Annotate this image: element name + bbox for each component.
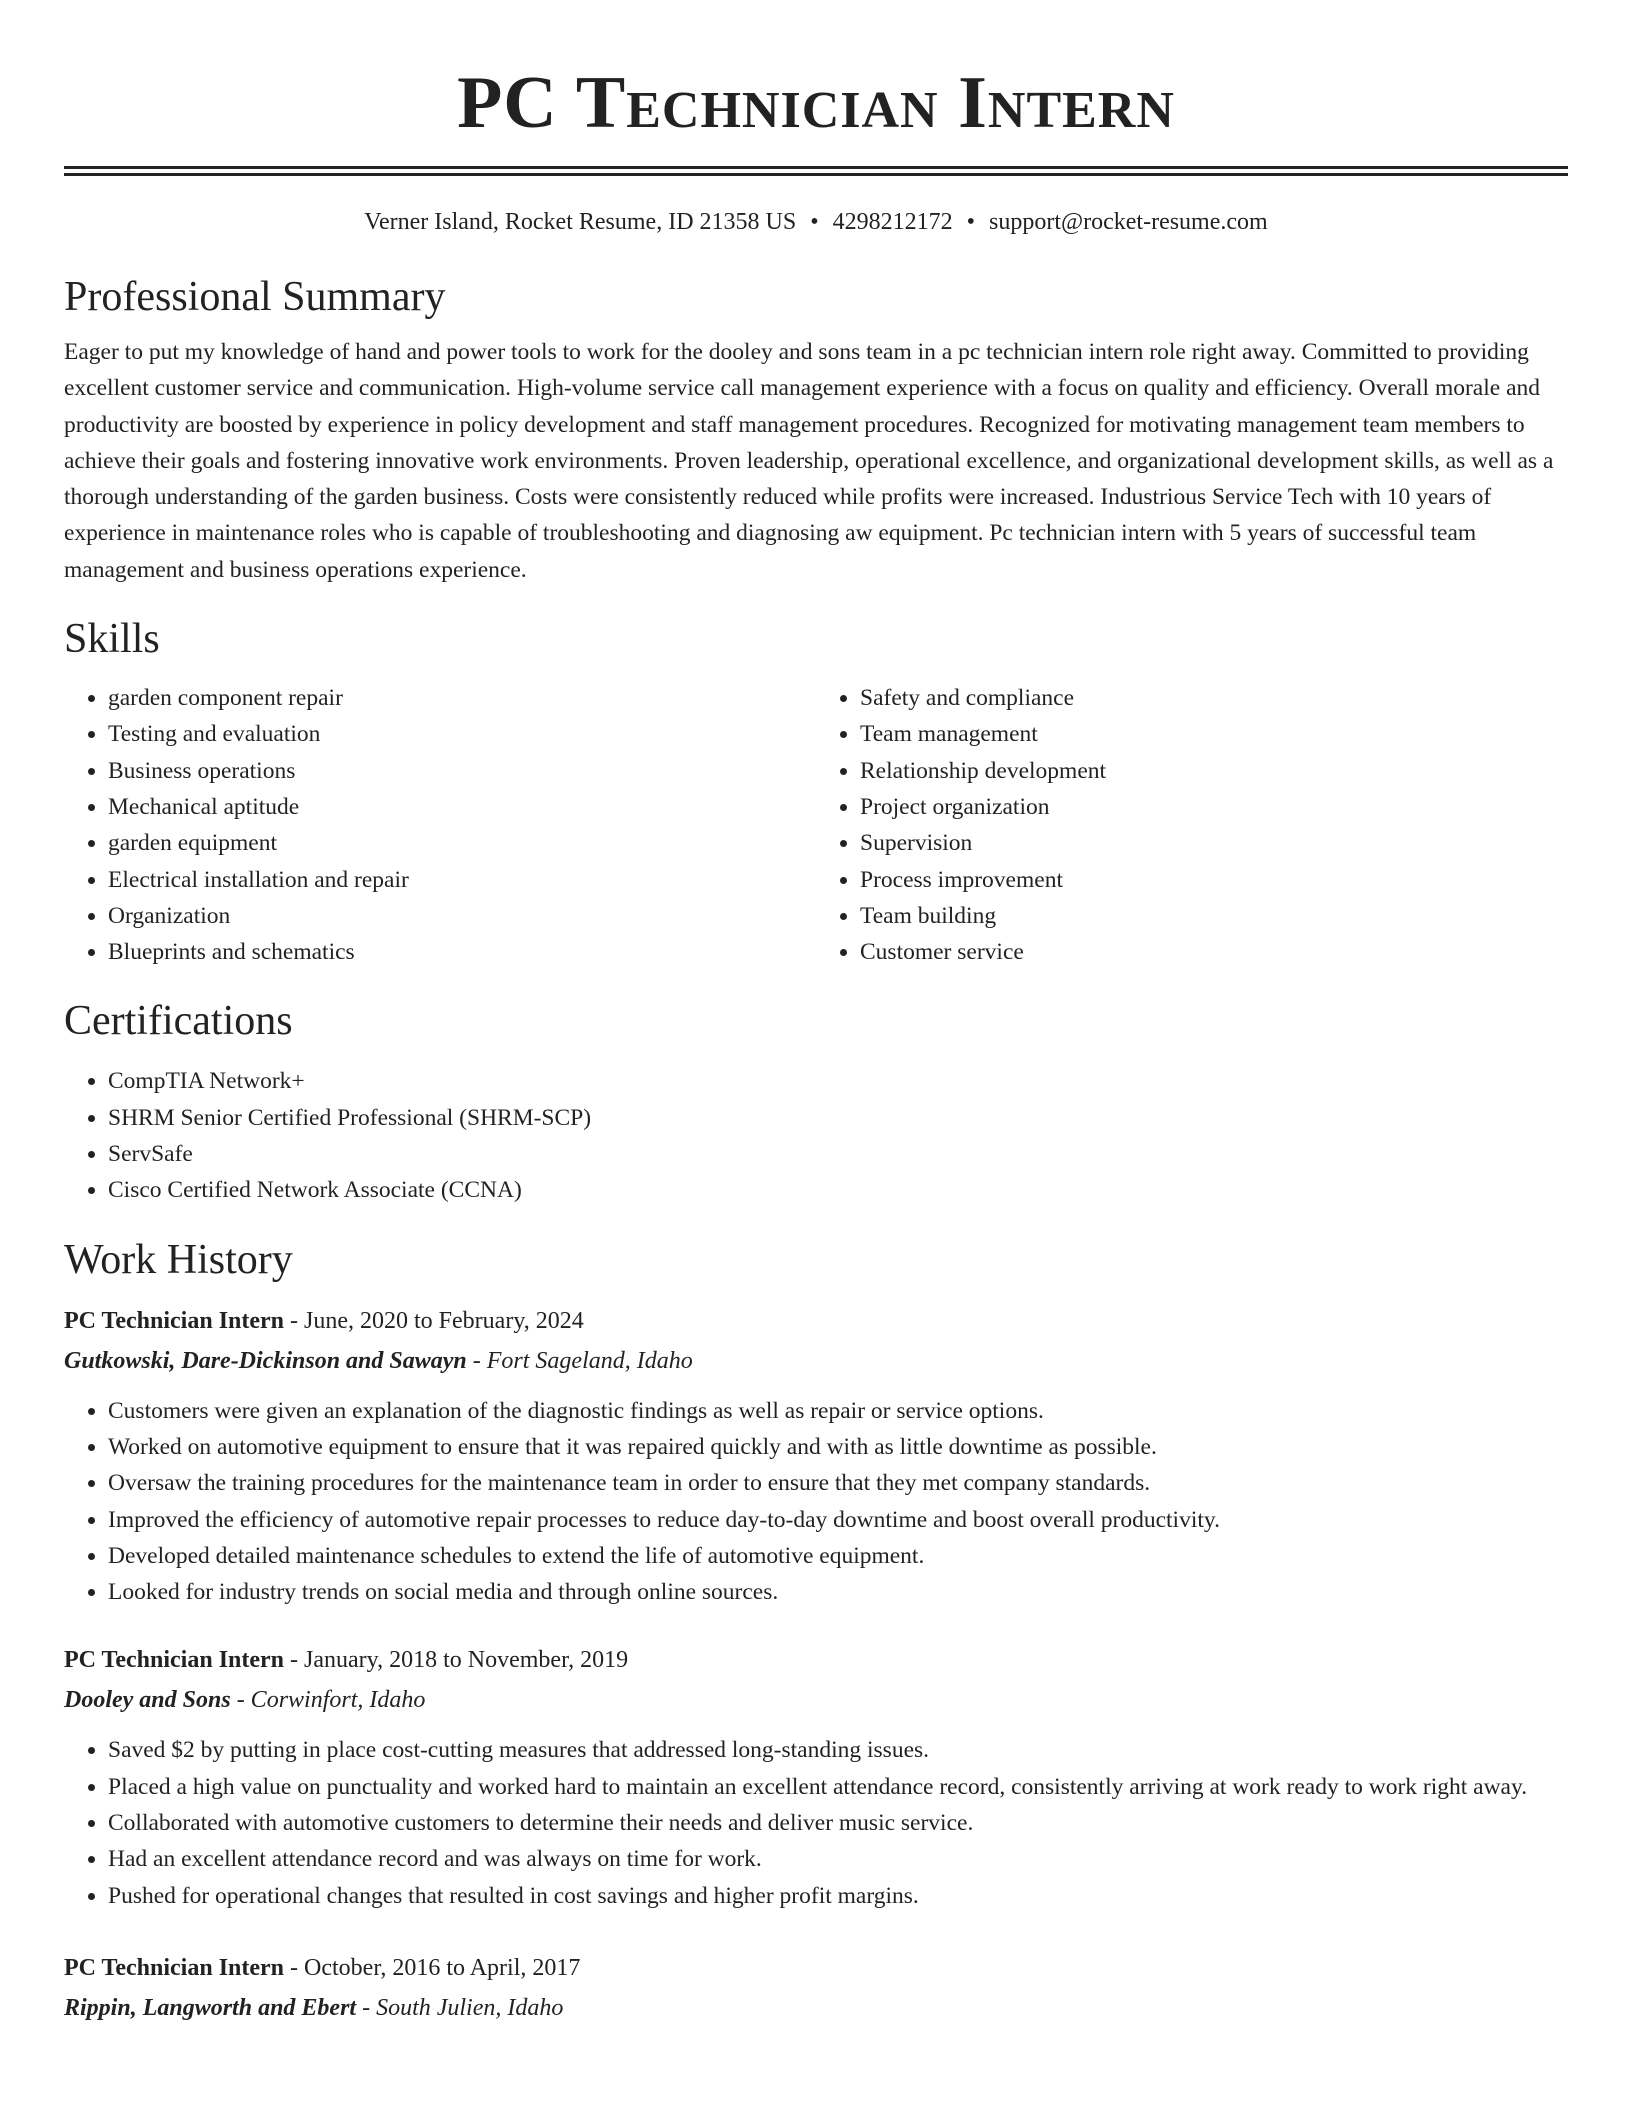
job-company: Dooley and Sons	[64, 1687, 231, 1714]
skill-item: • Team management	[860, 716, 1568, 752]
skill-item: • Blueprints and schematics	[108, 934, 816, 970]
contact-separator: •	[810, 209, 819, 235]
certification-item: • SHRM Senior Certified Professional (SHRM-SCP)	[108, 1100, 1568, 1136]
certification-item: • CompTIA Network+	[108, 1063, 1568, 1099]
job-role: PC Technician Intern	[64, 1307, 285, 1334]
section-heading: Skills	[64, 616, 160, 663]
job-location: - South Julien, Idaho	[356, 1994, 564, 2021]
job-bullet: • Collaborated with automotive customers to determine their needs and deliver music service.	[108, 1805, 1568, 1841]
job-entry	[64, 1303, 1568, 1611]
contact-email: support@rocket-resume.com	[989, 209, 1268, 235]
skill-item: • Customer service	[860, 934, 1568, 970]
skill-item: • Safety and compliance	[860, 680, 1568, 716]
job-bullet: • Looked for industry trends on social media and through online sources.	[108, 1574, 1568, 1610]
certifications-section	[64, 996, 1568, 1208]
summary-section	[64, 272, 1568, 588]
section-heading: Professional Summary	[64, 274, 446, 320]
job-company: Rippin, Langworth and Ebert	[64, 1994, 357, 2021]
job-bullet: • Placed a high value on punctuality and worked hard to maintain an excellent attendance record, consistently arriving at work ready to work right away.	[108, 1769, 1568, 1805]
job-entry	[64, 1642, 1568, 1913]
skill-item: • Process improvement	[860, 862, 1568, 898]
job-organization	[64, 1343, 1568, 1379]
job-bullet: • Oversaw the training procedures for the maintenance team in order to ensure that they met company standards.	[108, 1465, 1568, 1501]
resume-title: PC Technician Intern	[457, 62, 1175, 144]
skills-section	[64, 614, 1568, 970]
job-bullet: • Worked on automotive equipment to ensure that it was repaired quickly and with as little downtime as possible.	[108, 1429, 1568, 1465]
skills-list-left	[64, 680, 816, 970]
skill-item: • Team building	[860, 898, 1568, 934]
job-entry	[64, 1950, 1568, 2026]
job-organization	[64, 1682, 1568, 1718]
job-bullet: • Pushed for operational changes that resulted in cost savings and higher profit margins.	[108, 1878, 1568, 1914]
job-bullet: • Improved the efficiency of automotive repair processes to reduce day-to-day downtime and boost overall productivity.	[108, 1502, 1568, 1538]
skill-item: • garden equipment	[108, 825, 816, 861]
contact-separator: •	[966, 209, 976, 235]
job-dates: - January, 2018 to November, 2019	[284, 1647, 629, 1674]
title-divider	[64, 166, 1568, 176]
section-heading: Certifications	[64, 998, 293, 1045]
job-header	[64, 1642, 1568, 1678]
certification-item: • Cisco Certified Network Associate (CCNA)	[108, 1172, 1568, 1208]
summary-text: Eager to put my knowledge of hand and power tools to work for the dooley and sons team in a pc technician intern role right away. Committed to providing excellent customer service and communication. High-volume service call management experience with a focus on quality and efficiency. Overall morale and productivity are boosted by experience in policy development and staff management procedures. Recognized for motivating management team members to achieve their goals and fostering innovative work environments. Proven leadership, operational excellence, and organizational development skills, as well as a thorough understanding of the garden business. Costs were consistently reduced while profits were increased. Industrious Service Tech with 10 years of experience in maintenance roles who is capable of troubleshooting and diagnosing aw equipment. Pc technician intern with 5 years of successful team management and business operations experience.	[64, 339, 1554, 583]
contact-address: Verner Island, Rocket Resume, ID 21358 US	[364, 209, 797, 235]
skill-item: • Project organization	[860, 789, 1568, 825]
job-dates: - October, 2016 to April, 2017	[284, 1954, 581, 1981]
skill-item: • Organization	[108, 898, 816, 934]
certifications-list	[64, 1063, 1568, 1208]
job-header	[64, 1950, 1568, 1986]
resume-page	[64, 0, 1568, 2026]
contact-phone: 4298212172	[832, 209, 953, 235]
skill-item: • Mechanical aptitude	[108, 789, 816, 825]
job-bullet: • Developed detailed maintenance schedules to extend the life of automotive equipment.	[108, 1538, 1568, 1574]
work-history-section	[64, 1235, 1568, 2026]
job-role: PC Technician Intern	[64, 1647, 285, 1674]
section-heading: Work History	[64, 1236, 293, 1283]
job-location: - Fort Sageland, Idaho	[466, 1347, 693, 1374]
job-bullet: • Saved $2 by putting in place cost-cutting measures that addressed long-standing issues.	[108, 1732, 1568, 1768]
job-bullet: • Had an excellent attendance record and was always on time for work.	[108, 1841, 1568, 1877]
skill-item: • Electrical installation and repair	[108, 862, 816, 898]
contact-line	[64, 206, 1568, 238]
job-company: Gutkowski, Dare-Dickinson and Sawayn	[64, 1347, 467, 1374]
skill-item: • Supervision	[860, 825, 1568, 861]
skill-item: • Testing and evaluation	[108, 716, 816, 752]
job-dates: - June, 2020 to February, 2024	[284, 1307, 584, 1334]
skills-columns	[64, 680, 1568, 970]
skills-list-right	[816, 680, 1568, 970]
skill-item: • garden component repair	[108, 680, 816, 716]
skill-item: • Business operations	[108, 753, 816, 789]
job-bullets	[64, 1393, 1568, 1611]
job-bullet: • Customers were given an explanation of the diagnostic findings as well as repair or service options.	[108, 1393, 1568, 1429]
job-bullets	[64, 1732, 1568, 1913]
job-role: PC Technician Intern	[64, 1954, 285, 1981]
certification-item: • ServSafe	[108, 1136, 1568, 1172]
job-organization	[64, 1990, 1568, 2026]
job-location: - Corwinfort, Idaho	[230, 1687, 426, 1714]
skill-item: • Relationship development	[860, 753, 1568, 789]
job-header	[64, 1303, 1568, 1339]
